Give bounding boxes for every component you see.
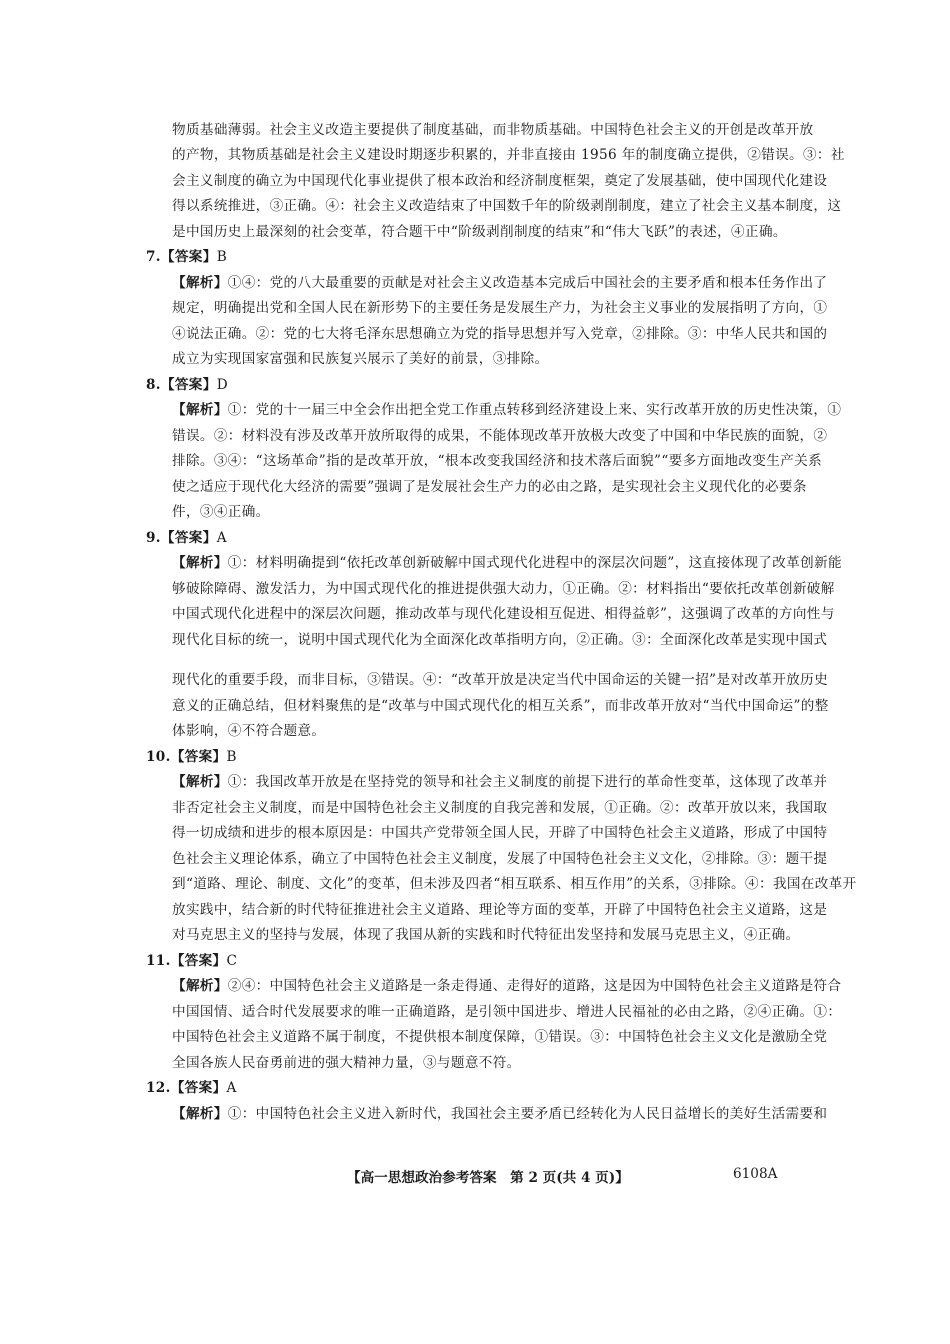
- answer-heading: [146, 248, 227, 266]
- analysis-line: [172, 274, 827, 292]
- analysis-line: [172, 503, 270, 521]
- footer-title: 【高一思想政治参考答案 第 2 页(共 4 页)】: [347, 1170, 629, 1186]
- bold-label: 12.: [146, 1080, 171, 1096]
- text-run: ①：材料明确提到“依托改革创新破解中国式现代化进程中的深层次问题”，这直接体现了改革创新能: [227, 555, 842, 571]
- analysis-line: [172, 697, 829, 715]
- answer-heading: [146, 952, 237, 970]
- analysis-line: [172, 427, 827, 445]
- text-run: 排除。③④：“这场革命”指的是改革开放，“根本改变我国经济和技术落后面貌”“要多方面地改变生产关系: [172, 453, 823, 469]
- text-run: 中国国情、适合时代发展要求的唯一正确道路，是引领中国进步、增进人民福祉的必由之路，②④正确。①：: [172, 1004, 842, 1020]
- analysis-line: [172, 350, 548, 368]
- text-run: 对马克思主义的坚持与发展，体现了我国从新的实践和时代特征出发坚持和发展马克思主义，④正确。: [172, 927, 800, 943]
- text-run: B: [226, 749, 237, 765]
- text-run: ④说法正确。②：党的七大将毛泽东思想确立为党的指导思想并写入党章，②排除。③：中华人民共和国的: [172, 326, 828, 342]
- analysis-line: [172, 1054, 521, 1072]
- text-run: 物质基础薄弱。社会主义改造主要提供了制度基础，而非物质基础。中国特色社会主义的开创是改革开放: [172, 122, 814, 138]
- analysis-line: [172, 977, 841, 995]
- bold-label: 【答案】: [170, 1080, 227, 1096]
- analysis-line: [172, 401, 841, 419]
- text-run: 会主义制度的确立为中国现代化事业提供了根本政治和经济制度框架，奠定了发展基础，使中国现代化建设: [172, 173, 828, 189]
- bold-label: 【解析】: [172, 1106, 228, 1122]
- text-run: D: [216, 377, 228, 393]
- text-run: 件，③④正确。: [172, 504, 270, 520]
- bold-label: 【解析】: [172, 275, 228, 291]
- text-run: A: [226, 1080, 237, 1096]
- analysis-line: [172, 824, 827, 842]
- bold-label: 【答案】: [170, 953, 227, 969]
- analysis-line: [172, 926, 799, 944]
- text-run: ②④：中国特色社会主义道路是一条走得通、走得好的道路，这是因为中国特色社会主义道路是符合: [227, 978, 842, 994]
- analysis-line: [172, 1105, 827, 1123]
- text-run: ①：中国特色社会主义进入新时代，我国社会主要矛盾已经转化为人民日益增长的美好生活需要和: [227, 1106, 828, 1122]
- text-run: 得一切成绩和进步的根本原因是：中国共产党带领全国人民，开辟了中国特色社会主义道路，形成了中国特: [172, 825, 828, 841]
- answer-heading: [146, 376, 228, 394]
- analysis-line: [172, 722, 325, 740]
- answer-heading: [146, 529, 227, 547]
- text-run: 错误。②：材料没有涉及改革开放所取得的成果，不能体现改革开放极大改变了中国和中华民族的面貌，②: [172, 428, 828, 444]
- analysis-line: [172, 223, 787, 241]
- text-run: 现代化目标的统一，说明中国式现代化为全面深化改革指明方向，②正确。③：全面深化改革是实现中国式: [172, 632, 828, 648]
- text-run: A: [216, 530, 227, 546]
- text-run: ①：党的十一届三中全会作出把全党工作重点转移到经济建设上来、实行改革开放的历史性决策，①: [227, 402, 842, 418]
- text-run: 中国特色社会主义道路不属于制度，不提供根本制度保障，①错误。③：中国特色社会主义文化是激励全党: [172, 1029, 828, 1045]
- text-run: 体影响，④不符合题意。: [172, 723, 326, 739]
- text-run: 中国式现代化进程中的深层次问题，推动改革与现代化建设相互促进、相得益彰”，这强调了改革的方向性与: [172, 606, 835, 622]
- analysis-line: [172, 850, 827, 868]
- analysis-line: [172, 554, 842, 572]
- text-run: 放实践中，结合新的时代特征推进社会主义道路、理论等方面的变革，开辟了中国特色社会主义道路，这是: [172, 902, 828, 918]
- text-run: 现代化的重要手段，而非目标，③错误。④：“改革开放是决定当代中国命运的关键一招”是对改革开放历史: [172, 672, 829, 688]
- text-run: ①：我国改革开放是在坚持党的领导和社会主义制度的前提下进行的革命性变革，这体现了改革并: [227, 774, 828, 790]
- text-run: 够破除障碍、激发活力，为中国式现代化的推进提供强大动力，①正确。②：材料指出“要依托改革创新破解: [172, 581, 835, 597]
- answer-heading: [146, 1079, 237, 1097]
- text-run: 非否定社会主义制度，而是中国特色社会主义制度的自我完善和发展，①正确。②：改革开放以来，我国取: [172, 800, 828, 816]
- bold-label: 【答案】: [160, 377, 217, 393]
- text-run: B: [216, 249, 228, 265]
- analysis-line: [172, 325, 827, 343]
- text-run: 全国各族人民奋勇前进的强大精神力量，③与题意不符。: [172, 1055, 521, 1071]
- answer-heading: [146, 748, 237, 766]
- analysis-line: [172, 478, 807, 496]
- bold-label: 【答案】: [160, 249, 217, 265]
- bold-label: 【解析】: [172, 774, 228, 790]
- bold-label: 【解析】: [172, 978, 228, 994]
- bold-label: 7.: [146, 249, 161, 265]
- text-run: 的产物，其物质基础是社会主义建设时期逐步积累的，并非直接由 1956 年的制度确立提供，②错误。③：社: [172, 147, 845, 163]
- text-run: 使之适应于现代化大经济的需要”强调了是发展社会生产力的必由之路，是实现社会主义现代化的必要条: [172, 479, 807, 495]
- text-run: 色社会主义理论体系，确立了中国特色社会主义制度，发展了中国特色社会主义文化，②排除。③：题干提: [172, 851, 828, 867]
- bold-label: 10.: [146, 749, 171, 765]
- analysis-line: [172, 452, 822, 470]
- text-run: 规定，明确提出党和全国人民在新形势下的主要任务是发展生产力，为社会主义事业的发展指明了方向，①: [172, 300, 828, 316]
- text-run: 成立为实现国家富强和民族复兴展示了美好的前景，③排除。: [172, 351, 549, 367]
- analysis-line: [172, 605, 835, 623]
- text-run: C: [226, 953, 238, 969]
- analysis-line: [172, 580, 835, 598]
- analysis-line: [172, 901, 827, 919]
- bold-label: 【答案】: [160, 530, 217, 546]
- bold-label: 【解析】: [172, 555, 228, 571]
- analysis-line: [172, 172, 827, 190]
- analysis-line: [172, 773, 827, 791]
- analysis-line: [172, 146, 845, 164]
- analysis-line: [172, 1028, 827, 1046]
- analysis-line: [172, 1003, 841, 1021]
- analysis-line: [172, 197, 841, 215]
- bold-label: 8.: [146, 377, 161, 393]
- text-run: 到“道路、理论、制度、文化”的变革，但未涉及四者“相互联系、相互作用”的关系，③排除。④：我国在改革开: [172, 876, 857, 892]
- text-run: ①④：党的八大最重要的贡献是对社会主义改造基本完成后中国社会的主要矛盾和根本任务作出了: [227, 275, 828, 291]
- bold-label: 【解析】: [172, 402, 228, 418]
- analysis-line: [172, 299, 827, 317]
- bold-label: 11.: [146, 953, 171, 969]
- text-run: 得以系统推进，③正确。④：社会主义改造结束了中国数千年的阶级剥削制度，建立了社会主义基本制度，这: [172, 198, 842, 214]
- bold-label: 9.: [146, 530, 161, 546]
- analysis-line: [172, 875, 857, 893]
- text-run: 意义的正确总结，但材料聚焦的是“改革与中国式现代化的相互关系”，而非改革开放对“当代中国命运”的整: [172, 698, 829, 714]
- analysis-line: [172, 121, 813, 139]
- analysis-line: [172, 671, 828, 689]
- analysis-line: [172, 799, 827, 817]
- text-run: 是中国历史上最深刻的社会变革，符合题干中“阶级剥削制度的结束”和“伟大飞跃”的表述，④正确。: [172, 224, 787, 240]
- bold-label: 【答案】: [170, 749, 227, 765]
- footer-code: 6108A: [733, 1166, 778, 1182]
- analysis-line: [172, 631, 827, 649]
